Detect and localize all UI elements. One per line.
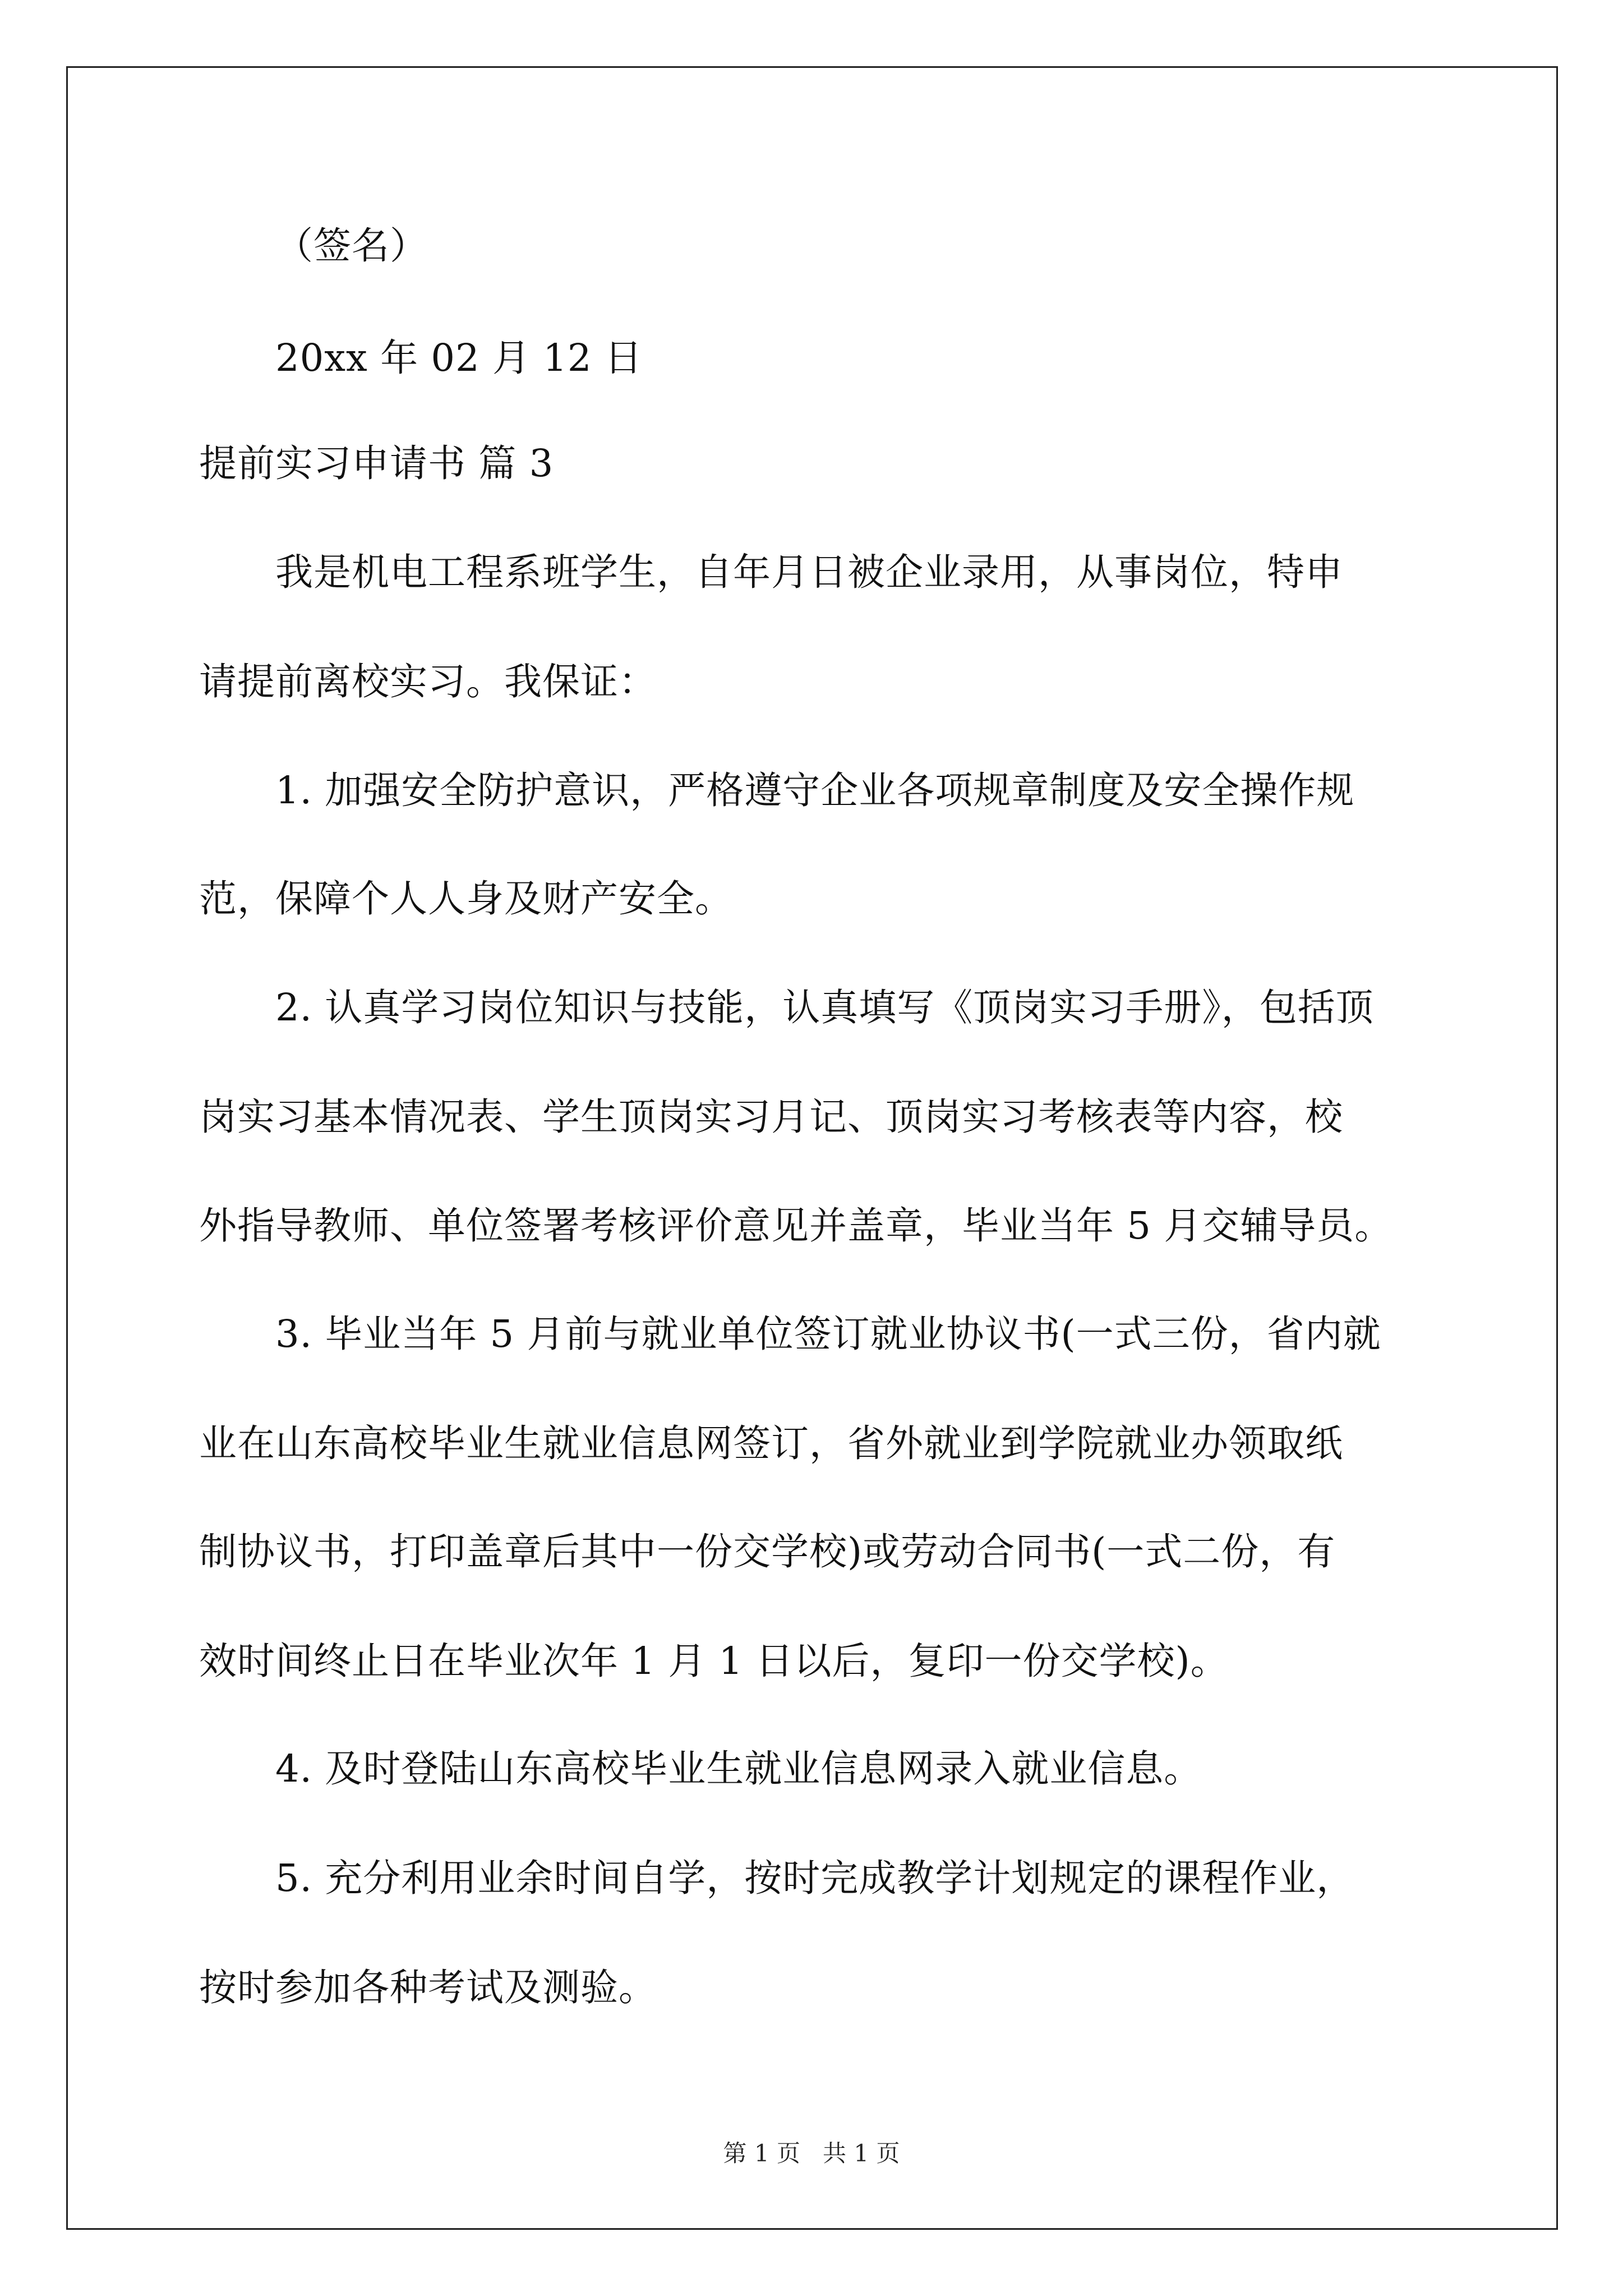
date-line: 20xx 年 02 月 12 日 <box>275 336 643 380</box>
item3-line-3: 制协议书，打印盖章后其中一份交学校)或劳动合同书(一式二份，有 <box>199 1530 1336 1573</box>
item3-line-4: 效时间终止日在毕业次年 1 月 1 日以后，复印一份交学校)。 <box>199 1639 1229 1683</box>
item1-line-1: 1. 加强安全防护意识，严格遵守企业各项规章制度及安全操作规 <box>275 769 1355 812</box>
item5-line-2: 按时参加各种考试及测验。 <box>199 1966 657 2009</box>
intro-line-1: 我是机电工程系班学生，自年月日被企业录用，从事岗位，特申 <box>275 550 1343 594</box>
item4-line-1: 4. 及时登陆山东高校毕业生就业信息网录入就业信息。 <box>275 1747 1202 1791</box>
section-title: 提前实习申请书 篇 3 <box>199 441 554 485</box>
item2-line-2: 岗实习基本情况表、学生顶岗实习月记、顶岗实习考核表等内容，校 <box>199 1095 1343 1139</box>
item2-line-1: 2. 认真学习岗位知识与技能，认真填写《顶岗实习手册》，包括顶 <box>275 986 1374 1029</box>
signature-label: （签名） <box>275 224 428 268</box>
item5-line-1: 5. 充分利用业余时间自学，按时完成教学计划规定的课程作业， <box>275 1856 1355 1900</box>
item1-line-2: 范，保障个人人身及财产安全。 <box>199 877 733 921</box>
item3-line-1: 3. 毕业当年 5 月前与就业单位签订就业协议书(一式三份，省内就 <box>275 1312 1381 1356</box>
page-border <box>66 66 1558 2230</box>
page-footer: 第 1 页 共 1 页 <box>723 2139 900 2167</box>
item3-line-2: 业在山东高校毕业生就业信息网签订，省外就业到学院就业办领取纸 <box>199 1421 1343 1465</box>
intro-line-2: 请提前离校实习。我保证： <box>199 660 657 703</box>
item2-line-3: 外指导教师、单位签署考核评价意见并盖章，毕业当年 5 月交辅导员。 <box>199 1204 1393 1248</box>
